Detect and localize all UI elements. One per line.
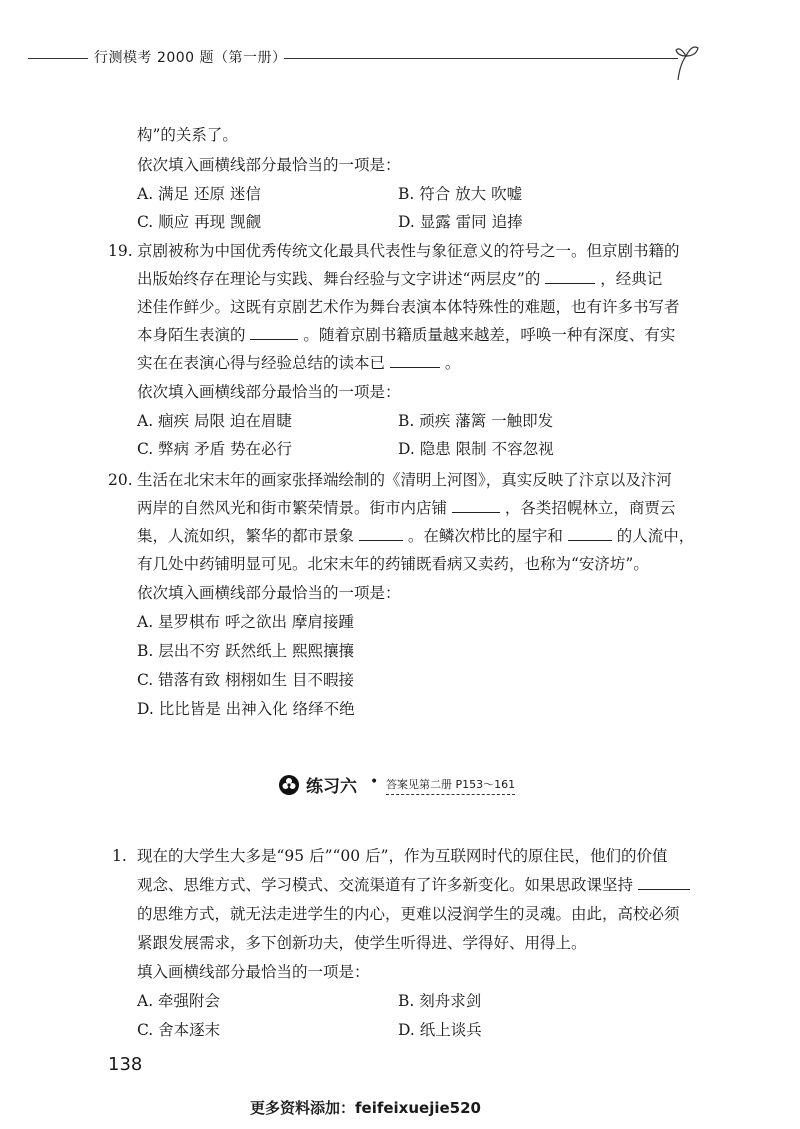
footer-note: 更多资料添加：feifeixuejie520 bbox=[250, 1099, 481, 1117]
q20-line-1: 生活在北宋末年的画家张择端绘制的《清明上河图》，真实反映了汴京以及汴河 bbox=[137, 471, 672, 489]
q1-prompt: 填入画横线部分最恰当的一项是： bbox=[137, 963, 370, 981]
answer-reference: 答案见第二册 P153～161 bbox=[386, 776, 515, 795]
section-title: 练习六 bbox=[306, 777, 357, 797]
answer-blank bbox=[359, 526, 403, 541]
q20-line-3-a: 集，人流如织，繁华的都市景象 bbox=[137, 527, 355, 545]
running-header bbox=[0, 42, 800, 78]
q20-option-b: B. 层出不穷 跃然纸上 熙熙攘攘 bbox=[137, 642, 355, 660]
q20-option-a: A. 星罗棋布 呼之欲出 摩肩接踵 bbox=[137, 613, 354, 631]
q19-line-5-b: 。 bbox=[444, 354, 461, 372]
q20-number: 20. bbox=[108, 471, 133, 489]
q19-option-d: D. 隐患 限制 不容忽视 bbox=[398, 440, 554, 458]
q18-continuation: 构”的关系了。 bbox=[137, 126, 238, 144]
q19-line-4-b: 。随着京剧书籍质量越来越差，呼唤一种有深度、有实 bbox=[303, 326, 676, 344]
q18-option-b: B. 符合 放大 吹嘘 bbox=[398, 185, 523, 203]
answer-blank bbox=[250, 325, 298, 340]
q19-line-3: 述佳作鲜少。这既有京剧艺术作为舞台表演本体特殊性的难题，也有许多书写者 bbox=[137, 298, 680, 316]
q20-line-3-b: 。在鳞次栉比的屋宇和 bbox=[407, 527, 563, 545]
book-title: 行测模考 2000 题（第一册） bbox=[94, 50, 287, 66]
q18-option-a: A. 满足 还原 迷信 bbox=[137, 185, 261, 203]
q18-prompt: 依次填入画横线部分最恰当的一项是： bbox=[137, 156, 401, 174]
page-number: 138 bbox=[108, 1054, 143, 1075]
q19-line-2 bbox=[137, 269, 662, 289]
q19-line-2-a: 出版始终存在理论与实践、舞台经验与文字讲述“两层皮”的 bbox=[137, 270, 541, 288]
section-separator: • bbox=[370, 774, 379, 790]
q20-option-d: D. 比比皆是 出神入化 络绎不绝 bbox=[137, 700, 355, 718]
q1-line-2-text: 观念、思维方式、学习模式、交流渠道有了许多新变化。如果思政课坚持 bbox=[137, 876, 634, 894]
q20-line-2-a: 两岸的自然风光和街市繁荣情景。街市内店铺 bbox=[137, 499, 448, 517]
answer-blank bbox=[545, 269, 595, 284]
q19-option-b: B. 顽疾 藩篱 一触即发 bbox=[398, 412, 554, 430]
q1-line-3: 的思维方式，就无法走进学生的内心，更难以浸润学生的灵魂。由此，高校必须 bbox=[137, 905, 680, 923]
q20-line-2-b: ，各类招幌林立，商贾云 bbox=[504, 499, 676, 517]
q1-number: 1. bbox=[112, 847, 127, 865]
q18-option-c: C. 顺应 再现 觊觎 bbox=[137, 213, 262, 231]
q19-line-5 bbox=[137, 353, 460, 373]
q1-option-a: A. 牵强附会 bbox=[137, 992, 221, 1010]
q1-line-2 bbox=[137, 875, 690, 895]
q20-option-c: C. 错落有致 栩栩如生 目不暇接 bbox=[137, 671, 355, 689]
q19-line-4 bbox=[137, 325, 675, 345]
q19-line-4-a: 本身陌生表演的 bbox=[137, 326, 246, 344]
q19-option-a: A. 痼疾 局限 迫在眉睫 bbox=[137, 412, 292, 430]
q19-line-1: 京剧被称为中国优秀传统文化最具代表性与象征意义的符号之一。但京剧书籍的 bbox=[137, 242, 680, 260]
answer-blank bbox=[638, 875, 690, 890]
q20-prompt: 依次填入画横线部分最恰当的一项是： bbox=[137, 584, 401, 602]
q20-line-3 bbox=[137, 526, 694, 546]
q1-option-c: C. 舍本逐末 bbox=[137, 1021, 221, 1039]
answer-blank bbox=[390, 353, 440, 368]
sprout-icon bbox=[674, 42, 702, 82]
q1-option-b: B. 刻舟求剑 bbox=[398, 992, 482, 1010]
header-rule-left bbox=[28, 58, 88, 59]
q20-line-3-c: 的人流中， bbox=[616, 527, 695, 545]
q20-line-2 bbox=[137, 498, 675, 518]
q1-line-4: 紧跟发展需求，多下创新功夫，使学生听得进、学得好、用得上。 bbox=[137, 934, 587, 952]
q20-line-4: 有几处中药铺明显可见。北宋末年的药铺既看病又卖药，也称为“安济坊”。 bbox=[137, 555, 649, 573]
q18-option-d: D. 显露 雷同 追捧 bbox=[398, 213, 523, 231]
answer-blank bbox=[452, 498, 500, 513]
q19-option-c: C. 弊病 矛盾 势在必行 bbox=[137, 440, 293, 458]
q1-line-1: 现在的大学生大多是“95 后”“00 后”，作为互联网时代的原住民，他们的价值 bbox=[137, 847, 668, 865]
q19-prompt: 依次填入画横线部分最恰当的一项是： bbox=[137, 383, 401, 401]
q19-line-5-a: 实在在表演心得与经验总结的读本已 bbox=[137, 354, 386, 372]
q19-line-2-b: ，经典记 bbox=[600, 270, 663, 288]
q1-option-d: D. 纸上谈兵 bbox=[398, 1021, 482, 1039]
header-rule-right bbox=[284, 58, 678, 59]
q19-number: 19. bbox=[108, 242, 133, 260]
answer-blank bbox=[568, 526, 612, 541]
flower-icon bbox=[278, 774, 300, 796]
